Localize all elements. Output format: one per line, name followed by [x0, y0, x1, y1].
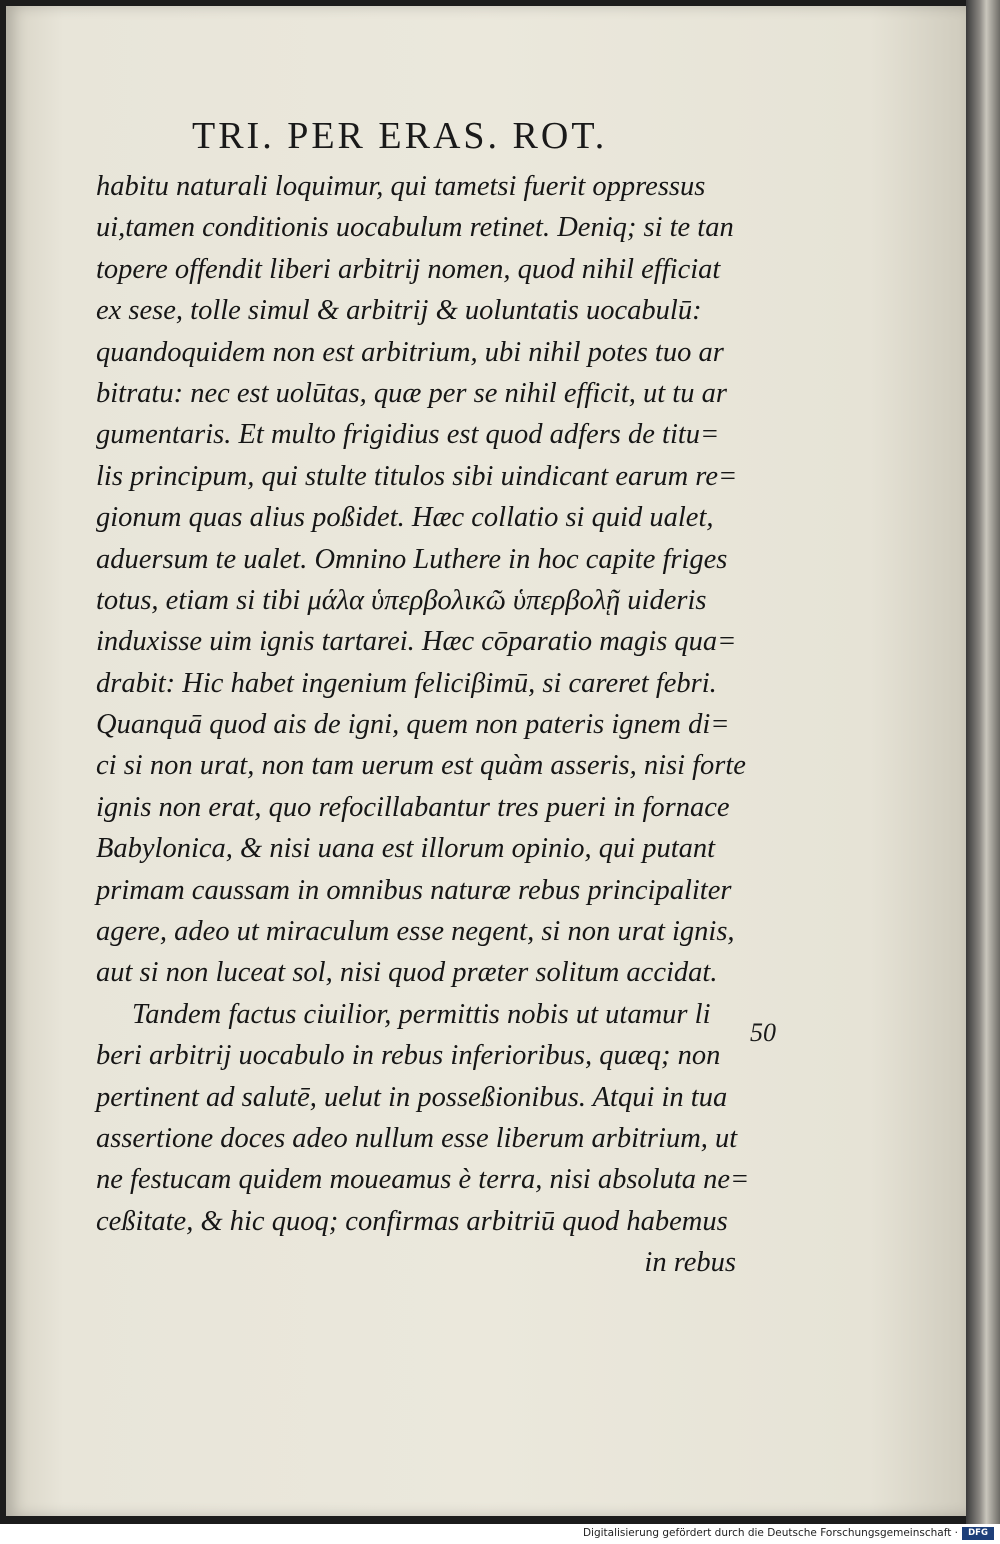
text-line: induxisse uim ignis tartarei. Hæc cōparatio magis qua= [96, 626, 737, 658]
body-text [96, 166, 786, 1284]
text-line: assertione doces adeo nullum esse liberum arbitrium, ut [96, 1122, 738, 1154]
footer-bar [0, 1524, 1000, 1544]
text-line: gionum quas alius poßidet. Hæc collatio si quid ualet, [96, 502, 714, 534]
text-line: ex sese, tolle simul & arbitrij & uoluntatis uocabulū: [96, 295, 702, 327]
funding-note: Digitalisierung gefördert durch die Deutsche Forschungsgemeinschaft · [582, 1527, 958, 1539]
text-line: drabit: Hic habet ingenium feliciβimū, si careret febri. [96, 667, 717, 699]
text-line: totus, etiam si tibi μάλα ὑπερβολικῶ ὑπερβολῇ uideris [96, 584, 707, 616]
text-line: primam caussam in omnibus naturæ rebus principaliter [96, 874, 732, 906]
text-line: quandoquidem non est arbitrium, ubi nihil potes tuo ar [96, 336, 724, 368]
text-line: aut si non luceat sol, nisi quod præter solitum accidat. [96, 957, 718, 989]
text-line: topere offendit liberi arbitrij nomen, quod nihil efficiat [96, 253, 721, 285]
text-line: habitu naturali loquimur, qui tametsi fuerit oppressus [96, 171, 706, 202]
dfg-logo-icon: DFG [962, 1527, 994, 1540]
running-title: TRI. PER ERAS. ROT. [192, 115, 608, 157]
page-edge [966, 0, 1000, 1524]
catchword: in rebus [644, 1247, 736, 1279]
text-line: ne festucam quidem moueamus è terra, nisi absoluta ne= [96, 1164, 750, 1196]
book-page [6, 6, 966, 1516]
text-line: pertinent ad salutē, uelut in posseßionibus. Atqui in tua [96, 1081, 728, 1113]
text-line: gumentaris. Et multo frigidius est quod adfers de titu= [96, 419, 720, 451]
text-line: beri arbitrij uocabulo in rebus inferioribus, quæq; non [96, 1040, 721, 1072]
text-line: ui,tamen conditionis uocabulum retinet. Deniq; si te tan [96, 212, 734, 244]
text-line: ceßitate, & hic quoq; confirmas arbitriū quod habemus [96, 1205, 728, 1237]
text-line: Babylonica, & nisi uana est illorum opinio, qui putant [96, 833, 716, 865]
text-line: lis principum, qui stulte titulos sibi uindicant earum re= [96, 460, 738, 492]
text-line: Tandem factus ciuilior, permittis nobis ut utamur li [132, 998, 711, 1030]
margin-number: 50 [750, 1018, 776, 1047]
text-line: agere, adeo ut miraculum esse negent, si non urat ignis, [96, 916, 735, 948]
text-line: ci si non urat, non tam uerum est quàm asseris, nisi forte [96, 750, 746, 782]
text-line: aduersum te ualet. Omnino Luthere in hoc capite friges [96, 543, 728, 575]
text-line: ignis non erat, quo refocillabantur tres pueri in fornace [96, 791, 730, 823]
text-line: bitratu: nec est uolūtas, quæ per se nihil efficit, ut tu ar [96, 377, 727, 409]
text-line: Quanquā quod ais de igni, quem non pateris ignem di= [96, 709, 730, 741]
